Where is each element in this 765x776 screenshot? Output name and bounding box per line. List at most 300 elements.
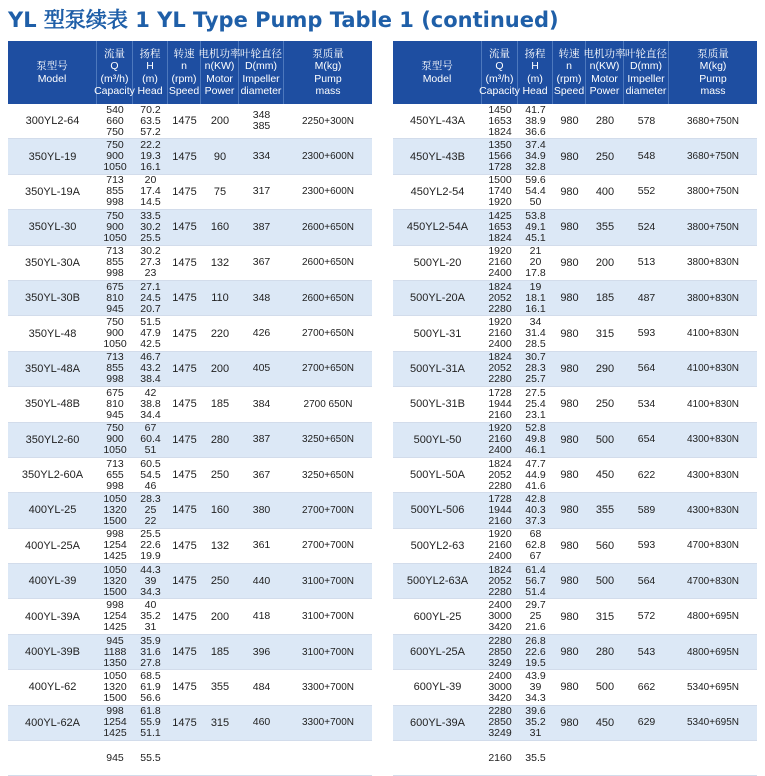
cell-value: 22.6 bbox=[525, 645, 546, 658]
header-model bbox=[8, 41, 97, 104]
head-cell bbox=[133, 635, 168, 669]
capacity-cell bbox=[482, 458, 518, 492]
cell-value: 24.5 bbox=[140, 291, 161, 304]
power-cell bbox=[586, 741, 624, 775]
power-cell: 250 bbox=[210, 575, 230, 588]
cell-value: 1500 bbox=[103, 514, 127, 527]
cell-value: 1740 bbox=[488, 185, 512, 198]
model-cell: 500YL-20A bbox=[409, 292, 466, 305]
cell-value: 2400 bbox=[488, 599, 512, 612]
cell-value: 42 bbox=[144, 386, 157, 399]
cell-value: 35.5 bbox=[525, 751, 546, 764]
speed-cell: 980 bbox=[560, 433, 579, 446]
cell-value: 1320 bbox=[103, 574, 127, 587]
diameter-cell bbox=[239, 635, 284, 669]
speed-cell: 1475 bbox=[172, 185, 197, 198]
table-row bbox=[393, 493, 757, 528]
head-cell bbox=[518, 175, 553, 209]
cell-value: 28.3 bbox=[140, 492, 161, 505]
table-row bbox=[8, 635, 372, 670]
header-line: Impeller bbox=[627, 72, 665, 85]
cell-value: 68.5 bbox=[140, 669, 161, 682]
head-cell bbox=[518, 352, 553, 386]
cell-value: 34.3 bbox=[525, 691, 546, 704]
model-cell: 400YL-62A bbox=[24, 716, 81, 729]
cell-value: 40.3 bbox=[525, 503, 546, 516]
cell-value: 348 bbox=[252, 291, 271, 304]
table-row bbox=[393, 352, 757, 387]
cell-value: 19.9 bbox=[140, 550, 161, 563]
power-cell: 200 bbox=[210, 362, 230, 375]
power-cell: 280 bbox=[595, 646, 615, 659]
mass-cell: 4300+830N bbox=[687, 434, 739, 446]
cell-value: 572 bbox=[637, 610, 656, 623]
cell-value: 1050 bbox=[103, 444, 127, 457]
cell-value: 43.9 bbox=[525, 669, 546, 682]
cell-value: 46.7 bbox=[140, 351, 161, 364]
cell-value: 37.4 bbox=[525, 139, 546, 152]
capacity-cell bbox=[482, 599, 518, 633]
capacity-cell bbox=[97, 387, 133, 421]
cell-value: 1254 bbox=[103, 610, 127, 623]
head-cell bbox=[518, 246, 553, 280]
capacity-cell bbox=[97, 104, 133, 138]
cell-value: 43.2 bbox=[140, 362, 161, 375]
header-line: Capacity bbox=[94, 85, 135, 97]
speed-cell: 1475 bbox=[172, 681, 197, 694]
speed-cell: 980 bbox=[560, 716, 579, 729]
head-cell bbox=[518, 423, 553, 457]
cell-value: 55.5 bbox=[140, 751, 161, 764]
speed-cell: 980 bbox=[560, 646, 579, 659]
cell-value: 38.4 bbox=[140, 373, 161, 386]
table-row bbox=[8, 564, 372, 599]
cell-value: 405 bbox=[252, 362, 271, 375]
power-cell: 132 bbox=[210, 256, 230, 269]
speed-cell: 980 bbox=[560, 575, 579, 588]
cell-value: 34.9 bbox=[525, 150, 546, 163]
table-row bbox=[393, 599, 757, 634]
mass-cell: 2700+650N bbox=[302, 363, 354, 375]
cell-value: 367 bbox=[252, 256, 271, 269]
cell-value: 38.9 bbox=[525, 114, 546, 127]
cell-value: 1824 bbox=[488, 125, 512, 138]
cell-value: 23.1 bbox=[525, 408, 546, 421]
diameter-cell bbox=[624, 316, 669, 350]
table-row bbox=[8, 529, 372, 564]
mass-cell: 4300+830N bbox=[687, 504, 739, 516]
diameter-cell bbox=[624, 599, 669, 633]
diameter-cell bbox=[624, 352, 669, 386]
diameter-cell bbox=[624, 493, 669, 527]
cell-value: 44.3 bbox=[140, 563, 161, 576]
power-cell: 185 bbox=[210, 646, 230, 659]
cell-value: 1920 bbox=[488, 528, 512, 541]
cell-value: 1425 bbox=[103, 550, 127, 563]
cell-value: 2160 bbox=[488, 327, 512, 340]
cell-value: 63.5 bbox=[140, 114, 161, 127]
cell-value: 26.8 bbox=[525, 634, 546, 647]
speed-cell: 1475 bbox=[172, 504, 197, 517]
mass-cell: 5340+695N bbox=[687, 681, 739, 693]
header-line: H bbox=[146, 60, 154, 72]
power-cell: 75 bbox=[213, 185, 227, 198]
cell-value: 1824 bbox=[488, 231, 512, 244]
header-mass bbox=[669, 41, 757, 104]
cell-value: 49.1 bbox=[525, 220, 546, 233]
cell-value: 1728 bbox=[488, 492, 512, 505]
power-cell: 450 bbox=[595, 716, 615, 729]
speed-cell: 980 bbox=[560, 221, 579, 234]
diameter-cell bbox=[624, 635, 669, 669]
cell-value: 21 bbox=[529, 245, 542, 258]
cell-value: 1050 bbox=[103, 669, 127, 682]
header-line: Power bbox=[589, 85, 620, 97]
diameter-cell bbox=[239, 175, 284, 209]
cell-value: 945 bbox=[106, 751, 124, 764]
diameter-cell bbox=[239, 352, 284, 386]
table-row bbox=[8, 670, 372, 705]
capacity-cell bbox=[97, 706, 133, 740]
head-cell bbox=[133, 706, 168, 740]
cell-value: 534 bbox=[637, 397, 656, 410]
power-cell: 200 bbox=[595, 256, 615, 269]
speed-cell: 980 bbox=[560, 610, 579, 623]
head-cell bbox=[133, 316, 168, 350]
header-capacity bbox=[94, 41, 135, 104]
table-row bbox=[393, 564, 757, 599]
head-cell bbox=[133, 104, 168, 138]
mass-cell: 2300+600N bbox=[302, 186, 354, 198]
head-cell bbox=[518, 599, 553, 633]
diameter-cell bbox=[239, 458, 284, 492]
model-cell: 500YL-31B bbox=[409, 398, 466, 411]
model-cell: 400YL-25 bbox=[28, 504, 77, 517]
mass-cell: 3800+750N bbox=[687, 221, 739, 233]
cell-value: 2160 bbox=[488, 514, 512, 527]
table-row bbox=[393, 387, 757, 422]
table-row bbox=[393, 139, 757, 174]
speed-cell: 1475 bbox=[172, 610, 197, 623]
cell-value: 2400 bbox=[488, 267, 512, 280]
cell-value: 67 bbox=[144, 422, 157, 435]
power-cell: 400 bbox=[595, 185, 615, 198]
cell-value: 46.1 bbox=[525, 444, 546, 457]
model-cell: 500YL-31 bbox=[413, 327, 462, 340]
head-cell bbox=[133, 741, 168, 775]
cell-value: 25.5 bbox=[140, 528, 161, 541]
power-cell: 200 bbox=[210, 115, 230, 128]
cell-value: 30.2 bbox=[140, 220, 161, 233]
cell-value: 1320 bbox=[103, 503, 127, 516]
mass-cell: 3300+700N bbox=[302, 681, 354, 693]
mass-cell: 4800+695N bbox=[687, 611, 739, 623]
cell-value: 21.6 bbox=[525, 621, 546, 634]
cell-value: 1350 bbox=[488, 139, 512, 152]
power-cell: 315 bbox=[595, 610, 615, 623]
mass-cell: 3100+700N bbox=[302, 646, 354, 658]
head-cell bbox=[133, 599, 168, 633]
model-cell: 300YL2-64 bbox=[25, 115, 80, 128]
head-cell bbox=[133, 529, 168, 563]
cell-value: 57.2 bbox=[140, 125, 161, 138]
power-cell: 500 bbox=[595, 681, 615, 694]
cell-value: 380 bbox=[252, 503, 271, 516]
speed-cell: 1475 bbox=[172, 716, 197, 729]
cell-value: 39.6 bbox=[525, 705, 546, 718]
header-line: Pump bbox=[314, 72, 342, 85]
cell-value: 19.5 bbox=[525, 656, 546, 669]
cell-value: 998 bbox=[106, 196, 124, 209]
model-cell: 600YL-25 bbox=[413, 610, 462, 623]
cell-value: 543 bbox=[637, 645, 656, 658]
mass-cell: 2600+650N bbox=[302, 221, 354, 233]
model-cell: 500YL2-63 bbox=[410, 539, 465, 552]
capacity-cell bbox=[97, 564, 133, 598]
capacity-cell bbox=[97, 316, 133, 350]
table-row bbox=[393, 246, 757, 281]
capacity-cell bbox=[97, 670, 133, 704]
cell-value: 3420 bbox=[488, 621, 512, 634]
cell-value: 32.8 bbox=[525, 161, 546, 174]
header-diameter bbox=[624, 41, 669, 104]
mass-cell: 4100+830N bbox=[687, 398, 739, 410]
table-row bbox=[8, 706, 372, 741]
power-cell: 290 bbox=[595, 362, 615, 375]
cell-value: 70.2 bbox=[140, 103, 161, 116]
model-cell: 500YL-20 bbox=[413, 256, 462, 269]
cell-value: 1920 bbox=[488, 245, 512, 258]
model-cell: 500YL2-63A bbox=[406, 575, 469, 588]
cell-value: 348 bbox=[252, 109, 271, 122]
cell-value: 564 bbox=[637, 574, 656, 587]
cell-value: 42.5 bbox=[140, 338, 161, 351]
model-cell: 450YL-43A bbox=[409, 115, 466, 128]
speed-cell: 1475 bbox=[172, 469, 197, 482]
speed-cell: 980 bbox=[560, 115, 579, 128]
cell-value: 945 bbox=[106, 302, 124, 315]
header-head bbox=[133, 41, 168, 104]
model-cell: 450YL2-54 bbox=[410, 185, 465, 198]
cell-value: 2280 bbox=[488, 585, 512, 598]
table-row bbox=[8, 281, 372, 316]
cell-value: 660 bbox=[106, 114, 124, 127]
mass-cell: 3800+750N bbox=[687, 186, 739, 198]
cell-value: 1653 bbox=[488, 114, 512, 127]
cell-value: 2160 bbox=[488, 256, 512, 269]
head-cell bbox=[518, 139, 553, 173]
model-cell bbox=[8, 741, 97, 775]
cell-value: 487 bbox=[637, 291, 656, 304]
cell-value: 54.4 bbox=[525, 185, 546, 198]
diameter-cell bbox=[624, 210, 669, 244]
cell-value: 3000 bbox=[488, 610, 512, 623]
cell-value: 35.2 bbox=[140, 610, 161, 623]
capacity-cell bbox=[482, 316, 518, 350]
cell-value: 56.7 bbox=[525, 574, 546, 587]
cell-value: 1425 bbox=[103, 727, 127, 740]
cell-value: 53.8 bbox=[525, 209, 546, 222]
mass-cell: 4100+830N bbox=[687, 328, 739, 340]
cell-value: 1254 bbox=[103, 716, 127, 729]
diameter-cell bbox=[624, 423, 669, 457]
diameter-cell bbox=[624, 387, 669, 421]
cell-value: 19.3 bbox=[140, 150, 161, 163]
cell-value: 20 bbox=[144, 174, 157, 187]
capacity-cell bbox=[97, 175, 133, 209]
header-line: 流量 bbox=[104, 47, 125, 60]
header-line: 泵质量 bbox=[697, 47, 729, 60]
cell-value: 1920 bbox=[488, 422, 512, 435]
cell-value: 426 bbox=[252, 327, 271, 340]
diameter-cell bbox=[624, 564, 669, 598]
header-line: n(KW) bbox=[204, 60, 235, 72]
cell-value: 713 bbox=[106, 174, 124, 187]
header-line: 扬程 bbox=[524, 47, 546, 60]
cell-value: 440 bbox=[252, 574, 271, 587]
model-cell: 400YL-39 bbox=[28, 575, 77, 588]
cell-value: 513 bbox=[637, 256, 656, 269]
cell-value: 2160 bbox=[488, 433, 512, 446]
diameter-cell bbox=[624, 670, 669, 704]
cell-value: 662 bbox=[637, 680, 656, 693]
model-cell: 350YL-19 bbox=[28, 150, 77, 163]
cell-value: 1500 bbox=[488, 174, 512, 187]
cell-value: 1188 bbox=[103, 645, 127, 658]
mass-cell: 3100+700N bbox=[302, 611, 354, 623]
power-cell: 200 bbox=[210, 610, 230, 623]
capacity-cell bbox=[97, 635, 133, 669]
mass-cell: 2600+650N bbox=[302, 292, 354, 304]
cell-value: 810 bbox=[106, 397, 124, 410]
diameter-cell bbox=[239, 564, 284, 598]
cell-value: 998 bbox=[106, 599, 124, 612]
cell-value: 1050 bbox=[103, 492, 127, 505]
cell-value: 418 bbox=[252, 610, 271, 623]
mass-cell: 4100+830N bbox=[687, 363, 739, 375]
cell-value: 622 bbox=[637, 468, 656, 481]
cell-value: 2160 bbox=[488, 539, 512, 552]
model-cell: 350YL-30 bbox=[28, 221, 77, 234]
header-line: n bbox=[181, 60, 187, 72]
cell-value: 1050 bbox=[103, 231, 127, 244]
mass-cell: 3800+830N bbox=[687, 292, 739, 304]
diameter-cell bbox=[239, 670, 284, 704]
header-line: Impeller bbox=[242, 72, 280, 85]
capacity-cell bbox=[482, 529, 518, 563]
cell-value: 27.8 bbox=[140, 656, 161, 669]
table-row bbox=[393, 529, 757, 564]
cell-value: 750 bbox=[106, 209, 124, 222]
head-cell bbox=[518, 706, 553, 740]
header-head bbox=[518, 41, 553, 104]
capacity-cell bbox=[482, 210, 518, 244]
mass-cell: 2250+300N bbox=[302, 115, 354, 127]
head-cell bbox=[518, 210, 553, 244]
capacity-cell bbox=[482, 493, 518, 527]
cell-value: 41.6 bbox=[525, 479, 546, 492]
cell-value: 38.8 bbox=[140, 397, 161, 410]
cell-value: 46 bbox=[144, 479, 157, 492]
cell-value: 45.1 bbox=[525, 231, 546, 244]
cell-value: 1566 bbox=[488, 150, 512, 163]
cell-value: 2280 bbox=[488, 634, 512, 647]
capacity-cell bbox=[97, 352, 133, 386]
mass-cell: 4700+830N bbox=[687, 575, 739, 587]
diameter-cell bbox=[624, 529, 669, 563]
cell-value: 3249 bbox=[488, 727, 512, 740]
cell-value: 14.5 bbox=[140, 196, 161, 209]
head-cell bbox=[133, 246, 168, 280]
cell-value: 28.3 bbox=[525, 362, 546, 375]
table-row bbox=[8, 316, 372, 351]
pump-table-left bbox=[8, 41, 372, 776]
diameter-cell bbox=[624, 741, 669, 775]
power-cell: 315 bbox=[210, 716, 230, 729]
cell-value: 31.6 bbox=[140, 645, 161, 658]
cell-value: 61.8 bbox=[140, 705, 161, 718]
cell-value: 654 bbox=[637, 433, 656, 446]
head-cell bbox=[518, 529, 553, 563]
cell-value: 387 bbox=[252, 220, 271, 233]
cell-value: 35.2 bbox=[525, 716, 546, 729]
cell-value: 1824 bbox=[488, 457, 512, 470]
cell-value: 1728 bbox=[488, 161, 512, 174]
header-line: 转速 bbox=[558, 47, 580, 60]
cell-value: 22.2 bbox=[140, 139, 161, 152]
cell-value: 51.1 bbox=[140, 727, 161, 740]
power-cell: 160 bbox=[210, 504, 230, 517]
capacity-cell bbox=[97, 281, 133, 315]
cell-value: 51.4 bbox=[525, 585, 546, 598]
cell-value: 39 bbox=[529, 680, 542, 693]
cell-value: 22 bbox=[144, 514, 157, 527]
cell-value: 44.9 bbox=[525, 468, 546, 481]
table-row bbox=[8, 175, 372, 210]
cell-value: 3249 bbox=[488, 656, 512, 669]
cell-value: 16.1 bbox=[140, 161, 161, 174]
cell-value: 548 bbox=[637, 150, 656, 163]
head-cell bbox=[133, 458, 168, 492]
table-row bbox=[393, 706, 757, 741]
table-row bbox=[393, 104, 757, 139]
speed-cell: 980 bbox=[560, 504, 579, 517]
cell-value: 552 bbox=[637, 185, 656, 198]
cell-value: 750 bbox=[106, 139, 124, 152]
table-row bbox=[393, 423, 757, 458]
header-capacity bbox=[479, 41, 520, 104]
mass-cell: 2700+700N bbox=[302, 540, 354, 552]
cell-value: 27.5 bbox=[525, 386, 546, 399]
header-line: (m) bbox=[527, 72, 543, 85]
mass-cell: 4700+830N bbox=[687, 540, 739, 552]
speed-cell: 1475 bbox=[172, 292, 197, 305]
mass-cell bbox=[669, 741, 757, 775]
cell-value: 750 bbox=[106, 316, 124, 329]
capacity-cell bbox=[97, 246, 133, 280]
cell-value: 1944 bbox=[488, 397, 512, 410]
head-cell bbox=[518, 635, 553, 669]
speed-cell bbox=[168, 741, 201, 775]
diameter-cell bbox=[624, 246, 669, 280]
cell-value: 59.6 bbox=[525, 174, 546, 187]
cell-value: 22.6 bbox=[140, 539, 161, 552]
table-row bbox=[8, 387, 372, 422]
head-cell bbox=[133, 670, 168, 704]
mass-cell: 2700 650N bbox=[303, 398, 353, 410]
header-line: Q bbox=[110, 60, 119, 72]
cell-value: 31.4 bbox=[525, 327, 546, 340]
